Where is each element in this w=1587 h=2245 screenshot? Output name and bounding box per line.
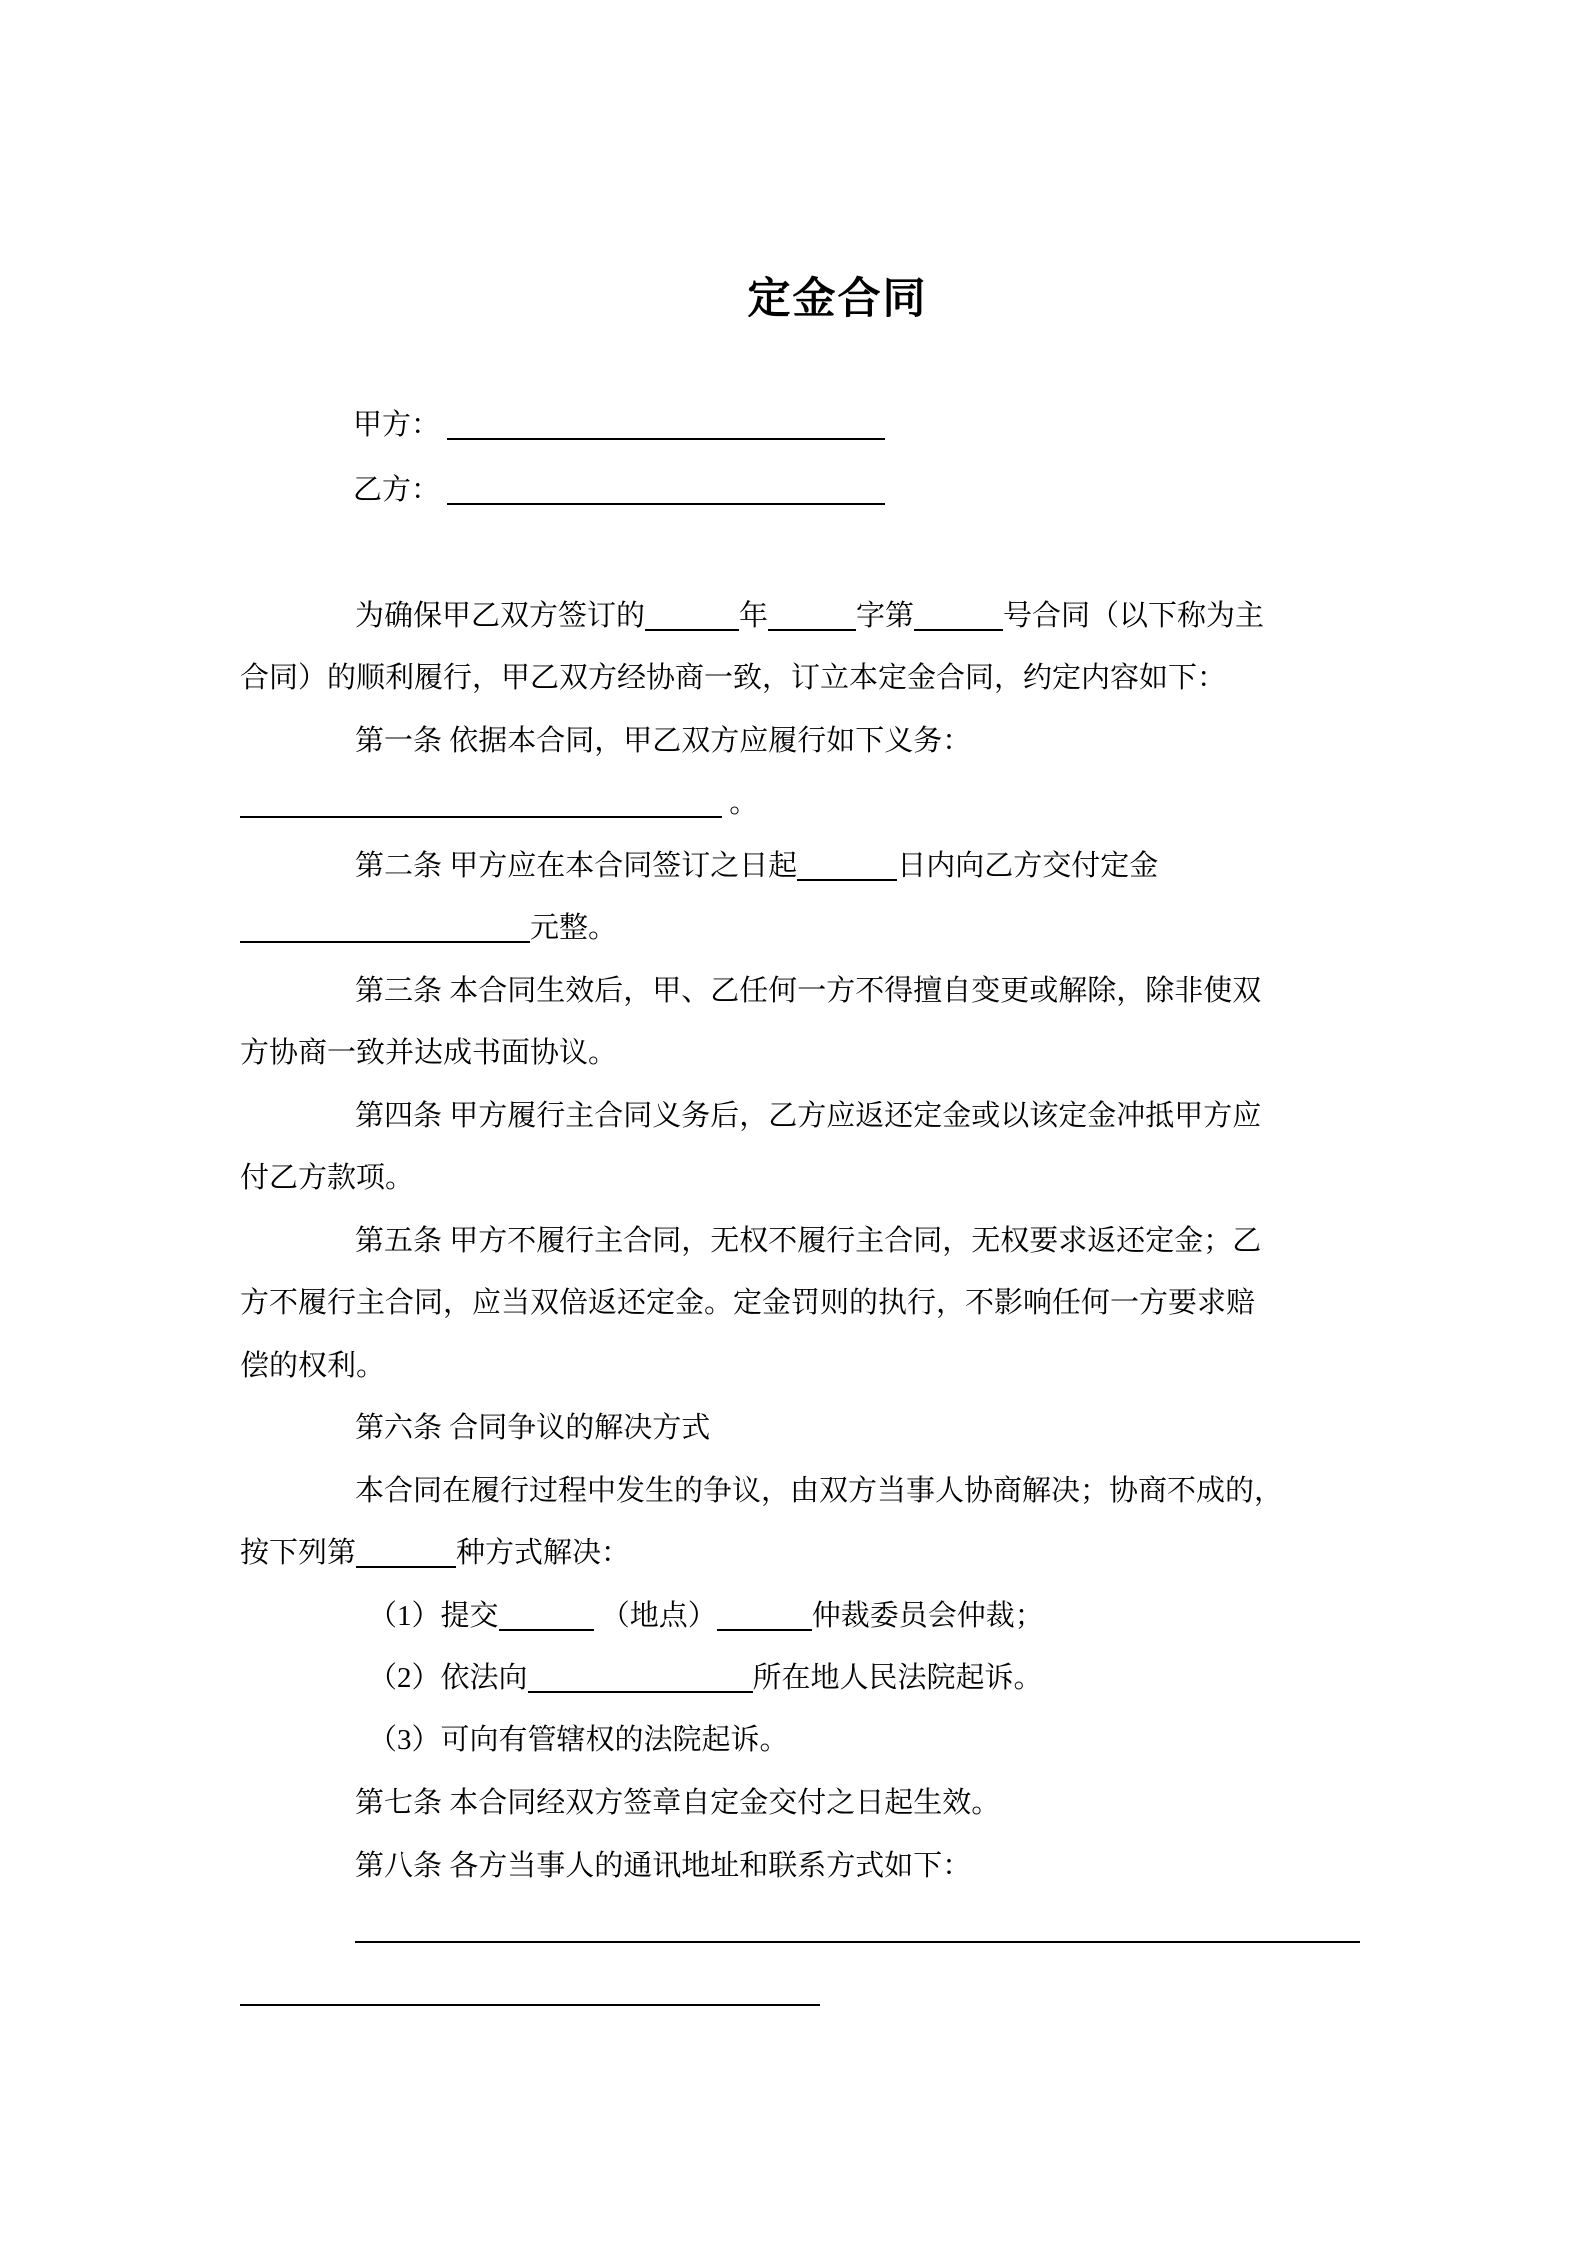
article-5-line-1 xyxy=(240,1222,1555,1266)
article-4-line-2 xyxy=(240,1159,1440,1203)
article-3-line-2-text-0: 方协商一致并达成书面协议。 xyxy=(240,1037,618,1069)
contact-blank-2 xyxy=(240,1972,1440,2016)
article-3-line-2 xyxy=(240,1034,1440,1078)
article-7-text-0: 第七条 本合同经双方签章自定金交付之日起生效。 xyxy=(355,1787,1001,1819)
preamble-line-2 xyxy=(240,659,1440,703)
article-6-line-2-blank-1[interactable] xyxy=(356,1536,456,1568)
article-2-line-1-text-0: 第二条 甲方应在本合同签订之日起 xyxy=(355,850,798,882)
article-6-heading-text-0: 第六条 合同争议的解决方式 xyxy=(355,1412,711,1444)
party-a-line-blank-1[interactable] xyxy=(447,408,885,440)
article-1-text-0: 第一条 依据本合同，甲乙双方应履行如下义务： xyxy=(355,725,972,757)
article-4-line-2-text-0: 付乙方款项。 xyxy=(240,1162,415,1194)
preamble-line-1-text-0: 为确保甲乙双方签订的 xyxy=(355,600,646,632)
party-a-line xyxy=(240,406,1553,450)
article-2-line-2 xyxy=(240,909,1440,953)
dispute-option-1-blank-3[interactable] xyxy=(717,1599,812,1631)
article-5-line-2 xyxy=(240,1284,1440,1328)
dispute-option-1-text-0: （1）提交 xyxy=(368,1600,499,1632)
contact-blank-1 xyxy=(240,1909,1555,1953)
contact-blank-1-blank-0[interactable] xyxy=(355,1911,1360,1943)
dispute-option-2-blank-1[interactable] xyxy=(528,1661,753,1693)
article-1 xyxy=(240,722,1555,766)
article-6-line-1 xyxy=(240,1472,1555,1516)
dispute-option-1 xyxy=(240,1597,1568,1641)
preamble-line-1-text-6: 号合同（以下称为主 xyxy=(1003,600,1265,632)
dispute-option-2-text-2: 所在地人民法院起诉。 xyxy=(752,1662,1043,1694)
article-5-line-3 xyxy=(240,1347,1440,1391)
article-5-line-2-text-0: 方不履行主合同，应当双倍返还定金。定金罚则的执行，不影响任何一方要求赔 xyxy=(240,1287,1256,1319)
article-3-line-1-text-0: 第三条 本合同生效后，甲、乙任何一方不得擅自变更或解除，除非使双 xyxy=(355,975,1262,1007)
article-7 xyxy=(240,1784,1555,1828)
article-1-blank xyxy=(240,784,1440,828)
dispute-option-1-text-4: 仲裁委员会仲裁； xyxy=(811,1600,1044,1632)
article-6-line-1-text-0: 本合同在履行过程中发生的争议，由双方当事人协商解决；协商不成的， xyxy=(355,1475,1284,1507)
article-4-line-1-text-0: 第四条 甲方履行主合同义务后，乙方应返还定金或以该定金冲抵甲方应 xyxy=(355,1100,1262,1132)
preamble-line-1-blank-1[interactable] xyxy=(645,599,739,631)
party-a-line-text-0: 甲方： xyxy=(353,409,448,441)
article-3-line-1 xyxy=(240,972,1555,1016)
article-5-line-3-text-0: 偿的权利。 xyxy=(240,1350,386,1382)
dispute-option-2-text-0: （2）依法向 xyxy=(368,1662,528,1694)
article-6-heading xyxy=(240,1409,1555,1453)
dispute-option-2 xyxy=(240,1659,1568,1703)
contact-blank-2-blank-0[interactable] xyxy=(240,1974,820,2006)
document-title: 定金合同 xyxy=(747,276,928,323)
preamble-line-1 xyxy=(240,597,1555,641)
article-2-line-2-text-1: 元整。 xyxy=(530,912,618,944)
preamble-line-2-text-0: 合同）的顺利履行，甲乙双方经协商一致，订立本定金合同，约定内容如下： xyxy=(240,662,1227,694)
dispute-option-1-blank-1[interactable] xyxy=(499,1599,594,1631)
article-2-line-1-blank-1[interactable] xyxy=(797,849,897,881)
article-5-line-1-text-0: 第五条 甲方不履行主合同，无权不履行主合同，无权要求返还定金；乙 xyxy=(355,1225,1262,1257)
article-6-line-2-text-2: 种方式解决： xyxy=(456,1537,631,1569)
dispute-option-1-text-2: （地点） xyxy=(593,1600,717,1632)
article-2-line-1-text-2: 日内向乙方交付定金 xyxy=(897,850,1159,882)
party-b-line-blank-1[interactable] xyxy=(447,473,885,505)
article-4-line-1 xyxy=(240,1097,1555,1141)
article-1-blank-blank-0[interactable] xyxy=(240,786,722,818)
preamble-line-1-text-4: 字第 xyxy=(856,600,915,632)
preamble-line-1-blank-3[interactable] xyxy=(768,599,856,631)
article-1-blank-text-1: 。 xyxy=(722,787,759,819)
dispute-option-3 xyxy=(240,1721,1568,1765)
party-b-line-text-0: 乙方： xyxy=(353,474,448,506)
article-8-text-0: 第八条 各方当事人的通讯地址和联系方式如下： xyxy=(355,1850,972,1882)
party-b-line xyxy=(240,471,1553,515)
preamble-line-1-blank-5[interactable] xyxy=(914,599,1003,631)
dispute-option-3-text-0: （3）可向有管辖权的法院起诉。 xyxy=(368,1724,789,1756)
article-6-line-2-text-0: 按下列第 xyxy=(240,1537,357,1569)
preamble-line-1-text-2: 年 xyxy=(739,600,769,632)
article-8 xyxy=(240,1847,1555,1891)
article-2-line-1 xyxy=(240,847,1555,891)
article-6-line-2 xyxy=(240,1534,1440,1578)
article-2-line-2-blank-0[interactable] xyxy=(240,911,530,943)
